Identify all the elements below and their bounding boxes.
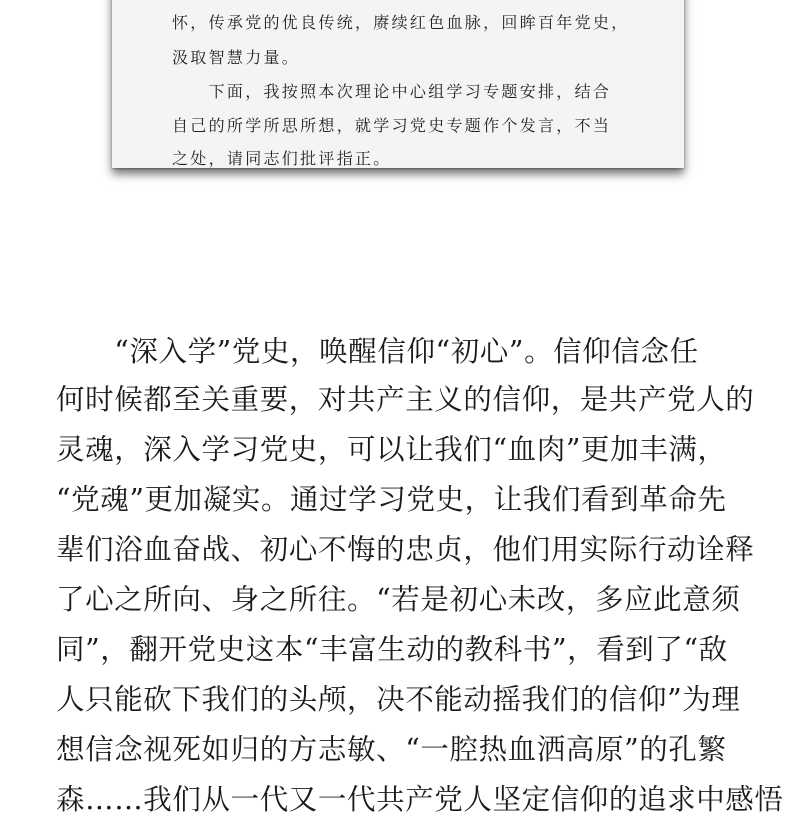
body-text-line: 想信念视死如归的方志敏、“一腔热血洒高原”的孔繁	[56, 733, 727, 766]
body-text-line: 森……我们从一代又一代共产党人坚定信仰的追求中感悟	[56, 783, 784, 816]
body-text-line: 灵魂，深入学习党史，可以让我们“血肉”更加丰满，	[56, 433, 727, 466]
card-text-line: 自己的所学所思所想，就学习党史专题作个发言，不当	[172, 116, 612, 135]
body-text-line: 同”，翻开党史这本“丰富生动的教科书”，看到了“敌	[56, 633, 728, 666]
card-text-line: 怀，传承党的优良传统，赓续红色血脉，回眸百年党史，	[172, 13, 630, 32]
card-text-line: 下面，我按照本次理论中心组学习专题安排，结合	[172, 82, 612, 101]
card-text-line: 汲取智慧力量。	[172, 48, 301, 67]
card-text-line: 之处，请同志们批评指正。	[172, 149, 392, 168]
body-text-line: “党魂”更加凝实。通过学习党史，让我们看到革命先	[56, 483, 727, 516]
body-text-line: 人只能砍下我们的头颅，决不能动摇我们的信仰”为理	[56, 683, 741, 716]
body-text-line: 了心之所向、身之所往。“若是初心未改，多应此意须	[56, 583, 741, 616]
body-text-line: 何时候都至关重要，对共产主义的信仰，是共产党人的	[56, 383, 755, 416]
body-text-line: “深入学”党史，唤醒信仰“初心”。信仰信念任	[56, 335, 699, 368]
body-text-line: 辈们浴血奋战、初心不悔的忠贞，他们用实际行动诠释	[56, 533, 755, 566]
